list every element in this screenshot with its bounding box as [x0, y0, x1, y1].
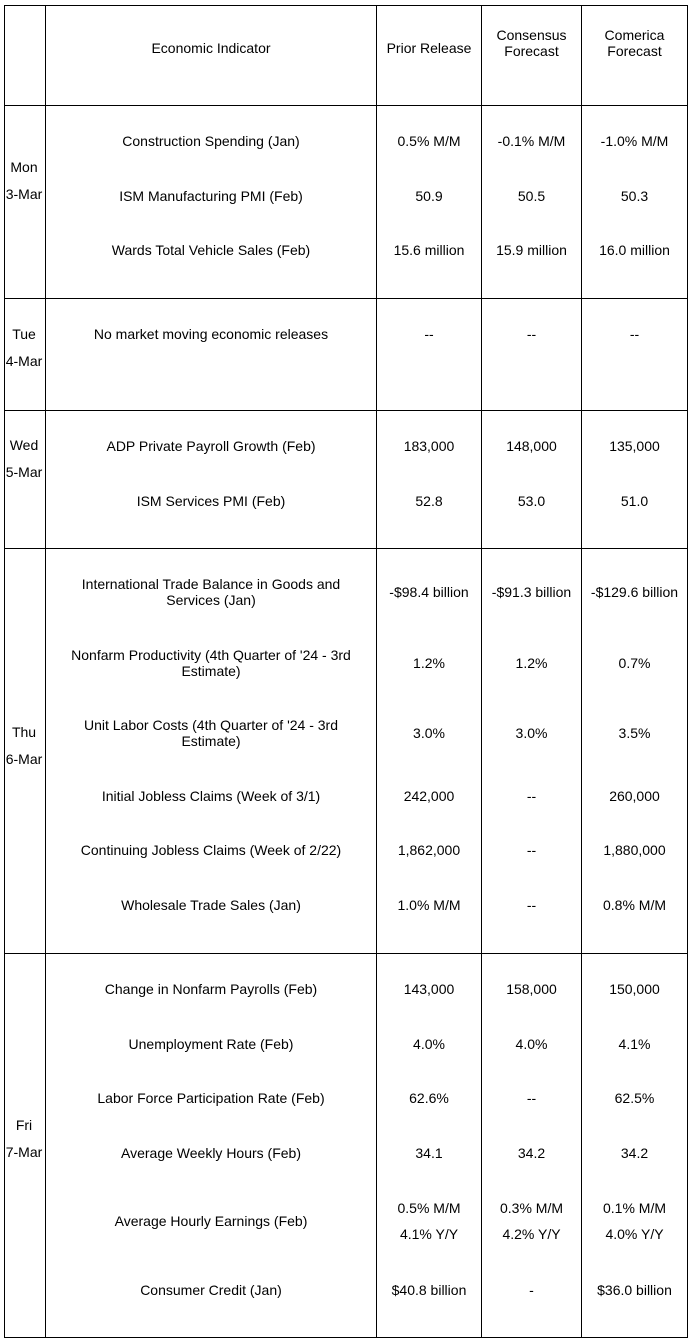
row-comerica-cell: [582, 655, 687, 671]
row-prior-cell-line: 34.1: [415, 1145, 443, 1161]
day-label-line: Mon: [10, 159, 38, 175]
row-comerica-cell: [582, 842, 687, 858]
row-indicator-cell-line: Initial Jobless Claims (Week of 3/1): [101, 788, 321, 804]
row-indicator-cell: [46, 1036, 376, 1052]
row-indicator-cell: [46, 1145, 376, 1161]
row-consensus-cell-line: --: [526, 1090, 537, 1106]
row-comerica-cell: [582, 1282, 687, 1298]
row-comerica-cell-line: $36.0 billion: [597, 1282, 672, 1298]
row-indicator-cell: [46, 1282, 376, 1298]
table-horizontal-rule-0: [4, 5, 688, 6]
row-comerica-cell-line: 4.1%: [618, 1036, 651, 1052]
row-consensus-cell-line: -0.1% M/M: [497, 133, 566, 149]
row-comerica-cell-line: 4.0% Y/Y: [605, 1226, 664, 1242]
table-vertical-rule-4: [581, 5, 582, 1338]
row-indicator-cell: [46, 326, 376, 342]
row-consensus-cell-line: 34.2: [517, 1145, 546, 1161]
row-prior-cell: [377, 1145, 481, 1161]
table-horizontal-rule-1: [4, 105, 688, 106]
row-prior-cell-line: 50.9: [415, 188, 443, 204]
row-comerica-cell: [582, 188, 687, 204]
row-consensus-cell-line: -: [529, 1282, 534, 1298]
row-indicator-cell-line: ISM Manufacturing PMI (Feb): [119, 188, 303, 204]
row-comerica-cell: [582, 788, 687, 804]
row-indicator-cell: [46, 133, 376, 149]
row-prior-cell: [377, 242, 481, 258]
row-indicator-cell: [46, 981, 376, 997]
row-comerica-cell: [582, 242, 687, 258]
row-consensus-cell-line: --: [526, 788, 537, 804]
row-prior-cell: [377, 438, 481, 454]
header-comerica-forecast: [582, 27, 687, 59]
row-consensus-cell-line: -$91.3 billion: [491, 584, 572, 600]
row-prior-cell: [377, 981, 481, 997]
row-prior-cell: [377, 897, 481, 913]
row-comerica-cell-line: 16.0 million: [599, 242, 670, 258]
row-prior-cell-line: 15.6 million: [393, 242, 465, 258]
row-prior-cell: [377, 326, 481, 342]
row-comerica-cell-line: 3.5%: [618, 725, 651, 741]
row-comerica-cell-line: 0.7%: [618, 655, 651, 671]
row-consensus-cell: [482, 1282, 581, 1298]
row-prior-cell-line: $40.8 billion: [391, 1282, 467, 1298]
row-prior-cell: [377, 1282, 481, 1298]
row-indicator-cell: [46, 1213, 376, 1229]
row-consensus-cell-line: 4.2% Y/Y: [502, 1226, 561, 1242]
row-consensus-cell: [482, 981, 581, 997]
row-comerica-cell: [582, 493, 687, 509]
row-prior-cell: [377, 1090, 481, 1106]
row-comerica-cell-line: 135,000: [609, 438, 660, 454]
row-consensus-cell-line: 4.0%: [515, 1036, 548, 1052]
row-indicator-cell: [46, 576, 376, 608]
row-consensus-cell-line: 15.9 million: [496, 242, 567, 258]
row-consensus-cell-line: --: [526, 897, 537, 913]
header-comerica-forecast-line: Forecast: [607, 43, 662, 59]
day-label: [4, 154, 44, 208]
header-consensus-forecast-line: Consensus: [496, 27, 567, 43]
row-indicator-cell: [46, 717, 376, 749]
row-consensus-cell-line: 3.0%: [515, 725, 548, 741]
row-comerica-cell-line: 0.8% M/M: [602, 897, 666, 913]
row-comerica-cell-line: -1.0% M/M: [600, 133, 669, 149]
row-prior-cell-line: -$98.4 billion: [389, 584, 469, 600]
row-consensus-cell: [482, 584, 581, 600]
day-label-line: 5-Mar: [5, 464, 43, 480]
row-prior-cell-line: 143,000: [403, 981, 455, 997]
row-prior-cell: [377, 493, 481, 509]
header-prior-release: [377, 40, 481, 56]
header-economic-indicator: [46, 40, 376, 56]
row-prior-cell-line: 242,000: [403, 788, 455, 804]
row-consensus-cell-line: 1.2%: [515, 655, 548, 671]
row-consensus-cell: [482, 438, 581, 454]
row-comerica-cell: [582, 326, 687, 342]
row-comerica-cell: [582, 1090, 687, 1106]
header-consensus-forecast-line: Forecast: [504, 43, 559, 59]
row-consensus-cell-line: --: [526, 326, 537, 342]
row-comerica-cell-line: -$129.6 billion: [590, 584, 679, 600]
row-consensus-cell-line: 148,000: [506, 438, 557, 454]
row-indicator-cell-line: Estimate): [181, 733, 241, 749]
row-comerica-cell-line: 150,000: [609, 981, 660, 997]
day-label-line: 7-Mar: [5, 1144, 43, 1160]
row-indicator-cell: [46, 647, 376, 679]
row-prior-cell: [377, 188, 481, 204]
row-indicator-cell-line: Nonfarm Productivity (4th Quarter of '24 - 3rd: [71, 647, 351, 663]
row-prior-cell-line: --: [424, 326, 434, 342]
row-consensus-cell-line: 50.5: [517, 188, 546, 204]
table-horizontal-rule-2: [4, 298, 688, 299]
row-prior-cell: [377, 1036, 481, 1052]
day-label-line: 6-Mar: [5, 751, 43, 767]
day-label: [4, 1112, 44, 1166]
row-consensus-cell-line: 0.3% M/M: [499, 1200, 563, 1216]
table-horizontal-rule-4: [4, 548, 688, 549]
header-prior-release-line: Prior Release: [386, 40, 472, 56]
row-consensus-cell: [482, 188, 581, 204]
day-label: [4, 432, 44, 486]
row-indicator-cell-line: Unit Labor Costs (4th Quarter of '24 - 3rd: [83, 717, 338, 733]
row-comerica-cell-line: --: [629, 326, 640, 342]
row-comerica-cell: [582, 1036, 687, 1052]
day-label-line: Fri: [15, 1117, 33, 1133]
row-indicator-cell-line: Average Hourly Earnings (Feb): [114, 1213, 308, 1229]
table-horizontal-rule-3: [4, 410, 688, 411]
row-indicator-cell: [46, 493, 376, 509]
row-indicator-cell-line: Change in Nonfarm Payrolls (Feb): [104, 981, 318, 997]
row-prior-cell-line: 0.5% M/M: [397, 1200, 461, 1216]
row-consensus-cell: [482, 1036, 581, 1052]
row-consensus-cell-line: 158,000: [506, 981, 557, 997]
row-indicator-cell-line: Unemployment Rate (Feb): [128, 1036, 294, 1052]
row-consensus-cell: [482, 725, 581, 741]
row-prior-cell: [377, 725, 481, 741]
table-vertical-rule-3: [481, 5, 482, 1338]
row-prior-cell-line: 3.0%: [413, 725, 445, 741]
day-label-line: 3-Mar: [5, 186, 43, 202]
row-comerica-cell-line: 0.1% M/M: [602, 1200, 666, 1216]
row-consensus-cell-line: --: [526, 842, 537, 858]
row-prior-cell: [377, 133, 481, 149]
row-indicator-cell-line: No market moving economic releases: [93, 326, 329, 342]
row-consensus-cell: [482, 1090, 581, 1106]
header-comerica-forecast-line: Comerica: [604, 27, 665, 43]
row-indicator-cell-line: Construction Spending (Jan): [122, 133, 300, 149]
row-comerica-cell-line: 260,000: [609, 788, 660, 804]
table-vertical-rule-2: [376, 5, 377, 1338]
row-indicator-cell-line: Continuing Jobless Claims (Week of 2/22): [80, 842, 342, 858]
row-comerica-cell: [582, 133, 687, 149]
row-consensus-cell: [482, 842, 581, 858]
row-consensus-cell-line: 53.0: [517, 493, 546, 509]
row-indicator-cell-line: Wholesale Trade Sales (Jan): [121, 897, 301, 913]
row-prior-cell-line: 1.0% M/M: [397, 897, 461, 913]
row-prior-cell-line: 52.8: [415, 493, 443, 509]
row-consensus-cell: [482, 326, 581, 342]
row-prior-cell: [377, 1200, 481, 1242]
table-vertical-rule-5: [687, 5, 688, 1338]
row-indicator-cell: [46, 438, 376, 454]
row-prior-cell: [377, 788, 481, 804]
row-prior-cell-line: 183,000: [403, 438, 455, 454]
row-indicator-cell: [46, 188, 376, 204]
row-prior-cell-line: 0.5% M/M: [397, 133, 461, 149]
row-comerica-cell: [582, 897, 687, 913]
row-indicator-cell-line: Wards Total Vehicle Sales (Feb): [111, 242, 311, 258]
row-comerica-cell: [582, 981, 687, 997]
row-prior-cell-line: 4.0%: [413, 1036, 445, 1052]
row-indicator-cell-line: International Trade Balance in Goods and: [81, 576, 341, 592]
row-indicator-cell: [46, 842, 376, 858]
row-comerica-cell: [582, 584, 687, 600]
day-label: [4, 321, 44, 375]
row-consensus-cell: [482, 788, 581, 804]
row-indicator-cell: [46, 897, 376, 913]
row-consensus-cell: [482, 493, 581, 509]
row-prior-cell: [377, 842, 481, 858]
day-label-line: Tue: [12, 326, 36, 342]
day-label-line: 4-Mar: [5, 353, 43, 369]
row-prior-cell: [377, 655, 481, 671]
row-prior-cell-line: 1.2%: [413, 655, 445, 671]
row-comerica-cell-line: 34.2: [620, 1145, 649, 1161]
row-comerica-cell: [582, 438, 687, 454]
row-prior-cell: [377, 584, 481, 600]
row-consensus-cell: [482, 897, 581, 913]
row-consensus-cell: [482, 1200, 581, 1242]
row-comerica-cell: [582, 1145, 687, 1161]
row-comerica-cell-line: 50.3: [620, 188, 649, 204]
row-indicator-cell-line: Average Weekly Hours (Feb): [121, 1145, 301, 1161]
row-comerica-cell-line: 62.5%: [614, 1090, 655, 1106]
row-indicator-cell: [46, 1090, 376, 1106]
row-indicator-cell: [46, 242, 376, 258]
day-label: [4, 719, 44, 773]
header-consensus-forecast: [482, 27, 581, 59]
table-horizontal-rule-6: [4, 1337, 688, 1338]
table-horizontal-rule-5: [4, 953, 688, 954]
row-prior-cell-line: 4.1% Y/Y: [399, 1226, 459, 1242]
row-indicator-cell: [46, 788, 376, 804]
row-consensus-cell: [482, 133, 581, 149]
row-indicator-cell-line: Labor Force Participation Rate (Feb): [97, 1090, 325, 1106]
day-label-line: Thu: [11, 724, 37, 740]
row-comerica-cell-line: 51.0: [620, 493, 649, 509]
row-indicator-cell-line: ISM Services PMI (Feb): [136, 493, 286, 509]
day-label-line: Wed: [9, 437, 39, 453]
row-indicator-cell-line: Services (Jan): [166, 592, 256, 608]
row-comerica-cell: [582, 725, 687, 741]
row-indicator-cell-line: ADP Private Payroll Growth (Feb): [106, 438, 316, 454]
row-consensus-cell: [482, 242, 581, 258]
row-prior-cell-line: 1,862,000: [397, 842, 461, 858]
row-comerica-cell: [582, 1200, 687, 1242]
row-consensus-cell: [482, 1145, 581, 1161]
header-economic-indicator-line: Economic Indicator: [151, 40, 271, 56]
row-indicator-cell-line: Estimate): [181, 663, 241, 679]
row-consensus-cell: [482, 655, 581, 671]
row-comerica-cell-line: 1,880,000: [603, 842, 666, 858]
row-prior-cell-line: 62.6%: [409, 1090, 449, 1106]
row-indicator-cell-line: Consumer Credit (Jan): [140, 1282, 282, 1298]
